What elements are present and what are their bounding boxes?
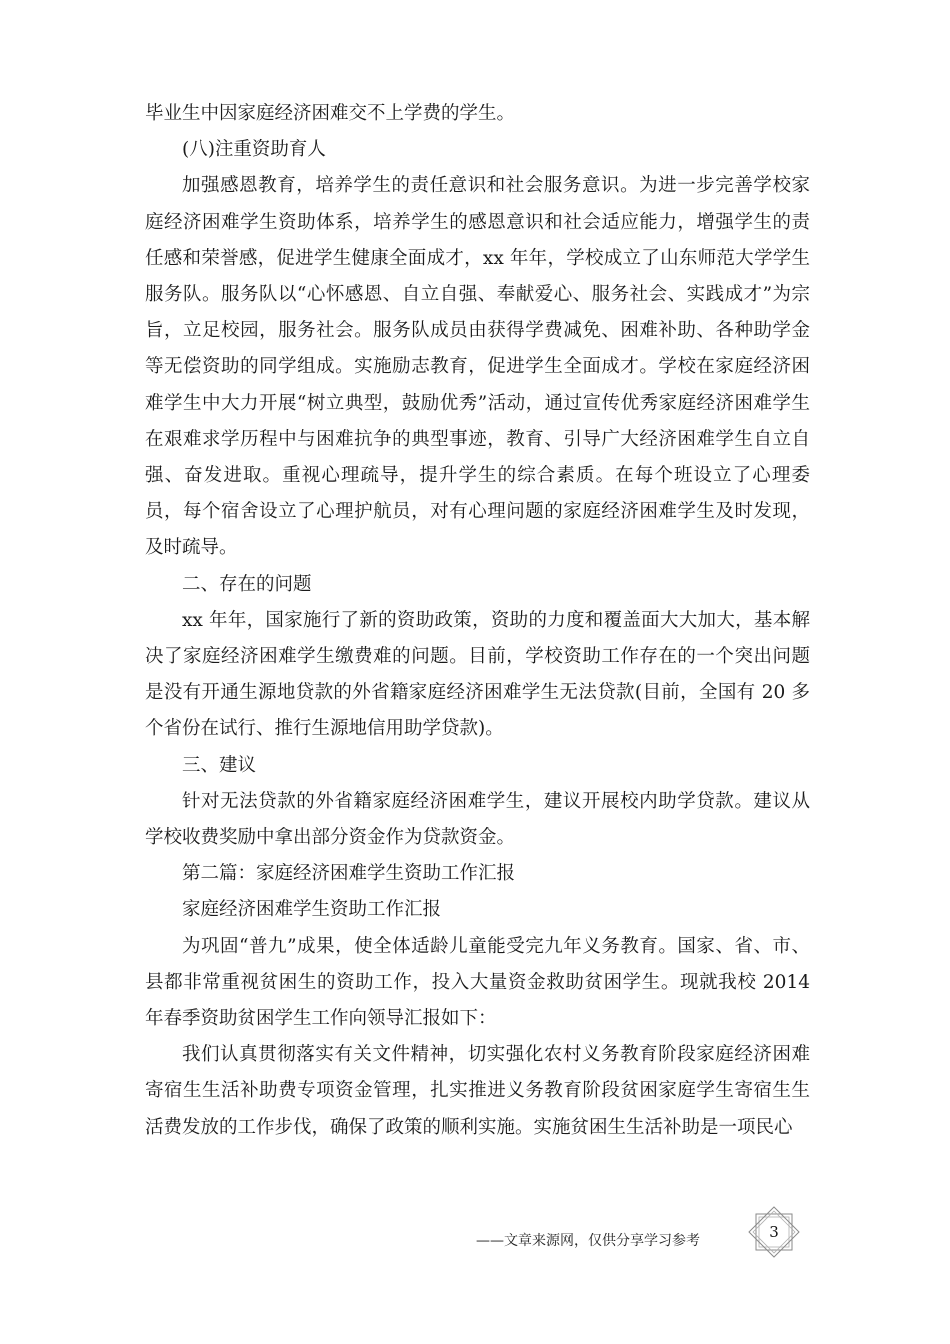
- paragraph-implementation: 我们认真贯彻落实有关文件精神，切实强化农村义务教育阶段家庭经济困难寄宿生生活补助费专项资金管理，扎实推进义务教育阶段贫困家庭学生寄宿生生活费发放的工作步伐，确保了政策的顺利实施。实施贫困生生活补助是一项民心: [145, 1044, 810, 1138]
- section-heading-8: (八)注重资助育人: [182, 139, 326, 161]
- section-heading-suggestions: 三、建议: [182, 754, 257, 776]
- paragraph-suggestions: 针对无法贷款的外省籍家庭经济困难学生，建议开展校内助学贷款。建议从学校收费奖励中拿出部分资金作为贷款资金。: [145, 790, 810, 849]
- footer-source-note: ——文章来源网，仅供分享学习参考: [476, 1233, 700, 1249]
- document-body: [145, 96, 810, 1146]
- section-heading-problems: 二、存在的问题: [182, 573, 312, 595]
- paragraph-continuation: 毕业生中因家庭经济困难交不上学费的学生。: [145, 103, 516, 124]
- page-number: 3: [769, 1223, 779, 1241]
- paragraph-gratitude-education: 加强感恩教育，培养学生的责任意识和社会服务意识。为进一步完善学校家庭经济困难学生资助体系，培养学生的感恩意识和社会适应能力，增强学生的责任感和荣誉感，促进学生健康全面成才，xx 年年，学校成立了山东师范大学学生服务队。服务队以“心怀感恩、自立自强、奉献爱心、服务社会、实践成才”为宗旨，立足校园，服务社会。服务队成员由获得学费减免、困难补助、各种助学金等无偿资助的同学组成。实施励志教育，促进学生全面成才。学校在家庭经济困难学生中大力开展“树立典型，鼓励优秀”活动，通过宣传优秀家庭经济困难学生在艰难求学历程中与困难抗争的典型事迹，教育、引导广大经济困难学生自立自强、奋发进取。重视心理疏导，提升学生的综合素质。在每个班设立了心理委员，每个宿舍设立了心理护航员，对有心理问题的家庭经济困难学生及时发现，及时疏导。: [145, 175, 810, 559]
- article-subtitle: 家庭经济困难学生资助工作汇报: [182, 899, 442, 921]
- article-title-part-two: 第二篇：家庭经济困难学生资助工作汇报: [182, 863, 516, 885]
- paragraph-intro: 为巩固“普九”成果，使全体适龄儿童能受完九年义务教育。国家、省、市、县都非常重视贫困生的资助工作，投入大量资金救助贫困学生。现就我校 2014 年春季资助贫困学生工作向领导汇报如下：: [145, 935, 810, 1030]
- page-number-badge: [748, 1206, 800, 1258]
- paragraph-problems: xx 年年，国家施行了新的资助政策，资助的力度和覆盖面大大加大，基本解决了家庭经济困难学生缴费难的问题。目前，学校资助工作存在的一个突出问题是没有开通生源地贷款的外省籍家庭经济困难学生无法贷款(目前，全国有 20 多个省份在试行、推行生源地信用助学贷款)。: [145, 609, 810, 740]
